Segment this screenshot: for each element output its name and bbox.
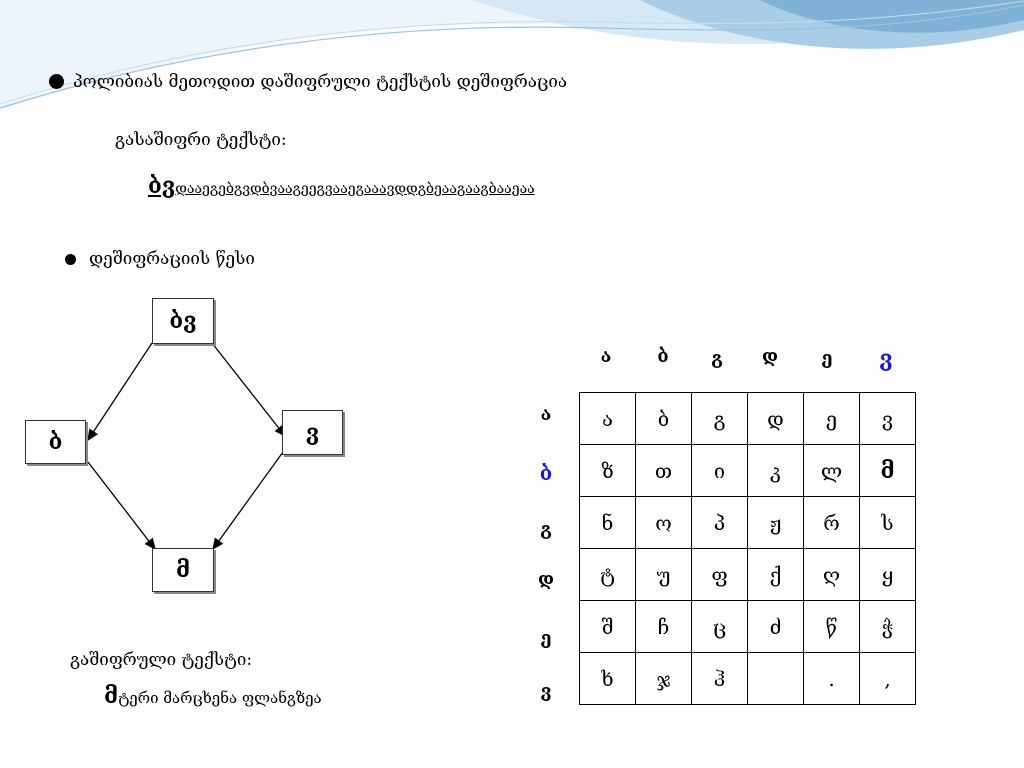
polybius-table xyxy=(579,392,916,705)
table-cell: ო xyxy=(636,497,692,549)
table-cell: ნ xyxy=(580,497,636,549)
table-cell: ტ xyxy=(580,549,636,601)
table-cell: ბ xyxy=(636,393,692,445)
table-cell: თ xyxy=(636,445,692,497)
col-header: გ xyxy=(711,348,723,369)
col-header: ა xyxy=(600,346,612,367)
cipher-text-rest: დააეგებგვდბვააგეეგვააეგააავდდგბეააგააგბააეაა xyxy=(175,181,535,197)
cipher-text-first: ბვ xyxy=(148,173,176,199)
table-row xyxy=(580,653,916,705)
table-cell: ჰ xyxy=(692,653,748,705)
table-cell: ხ xyxy=(580,653,636,705)
table-row xyxy=(580,601,916,653)
table-cell: ზ xyxy=(580,445,636,497)
result-label: გაშიფრული ტექსტი: xyxy=(70,650,253,670)
row-header: ე xyxy=(540,628,552,649)
table-cell: რ xyxy=(804,497,860,549)
table-cell: ვ xyxy=(860,393,916,445)
table-cell: კ xyxy=(748,445,804,497)
table-cell: ყ xyxy=(860,549,916,601)
table-cell-highlight: მ xyxy=(860,445,916,497)
table-cell: ლ xyxy=(804,445,860,497)
table-cell: ს xyxy=(860,497,916,549)
table-cell xyxy=(748,653,804,705)
table-cell: ჟ xyxy=(748,497,804,549)
table-cell: უ xyxy=(636,549,692,601)
table-cell: წ xyxy=(804,601,860,653)
table-cell: ჯ xyxy=(636,653,692,705)
table-cell: ც xyxy=(692,601,748,653)
table-row xyxy=(580,549,916,601)
result-text-rest: ტერი მარცხენა ფლანგზეა xyxy=(118,689,322,707)
col-header-highlight: ვ xyxy=(879,346,893,372)
diagram-node-left: ბ xyxy=(25,420,86,464)
table-cell: , xyxy=(860,653,916,705)
table-cell: ძ xyxy=(748,601,804,653)
col-header: ე xyxy=(821,348,833,369)
diagram-node-right: ვ xyxy=(282,410,343,455)
table-row xyxy=(580,445,916,497)
rule-label: დეშიფრაციის წესი xyxy=(89,249,255,269)
result-text xyxy=(104,683,322,709)
table-cell: დ xyxy=(748,393,804,445)
table-cell: ფ xyxy=(692,549,748,601)
table-row xyxy=(580,497,916,549)
table-row xyxy=(580,393,916,445)
diagram-node-bottom: მ xyxy=(152,548,214,592)
table-cell: ჩ xyxy=(636,601,692,653)
table-cell: ე xyxy=(804,393,860,445)
cipher-label: გასაშიფრი ტექსტი: xyxy=(115,130,287,150)
table-cell: ჭ xyxy=(860,601,916,653)
table-cell: ა xyxy=(580,393,636,445)
table-cell: ი xyxy=(692,445,748,497)
col-header: დ xyxy=(762,346,778,367)
result-text-first: მ xyxy=(104,683,119,709)
row-header: დ xyxy=(538,569,554,590)
diagram-node-top: ბვ xyxy=(152,298,214,344)
table-cell: . xyxy=(804,653,860,705)
row-header-highlight: ბ xyxy=(539,461,553,485)
row-header: გ xyxy=(540,519,552,540)
table-cell: ქ xyxy=(748,549,804,601)
table-cell: ღ xyxy=(804,549,860,601)
page-title: პოლიბიას მეთოდით დაშიფრული ტექსტის დეშიფრაცია xyxy=(73,72,568,92)
table-cell: შ xyxy=(580,601,636,653)
col-header: ბ xyxy=(657,346,669,367)
table-cell: გ xyxy=(692,393,748,445)
table-cell: პ xyxy=(692,497,748,549)
row-header: ა xyxy=(540,404,552,425)
row-header: ვ xyxy=(540,681,552,702)
